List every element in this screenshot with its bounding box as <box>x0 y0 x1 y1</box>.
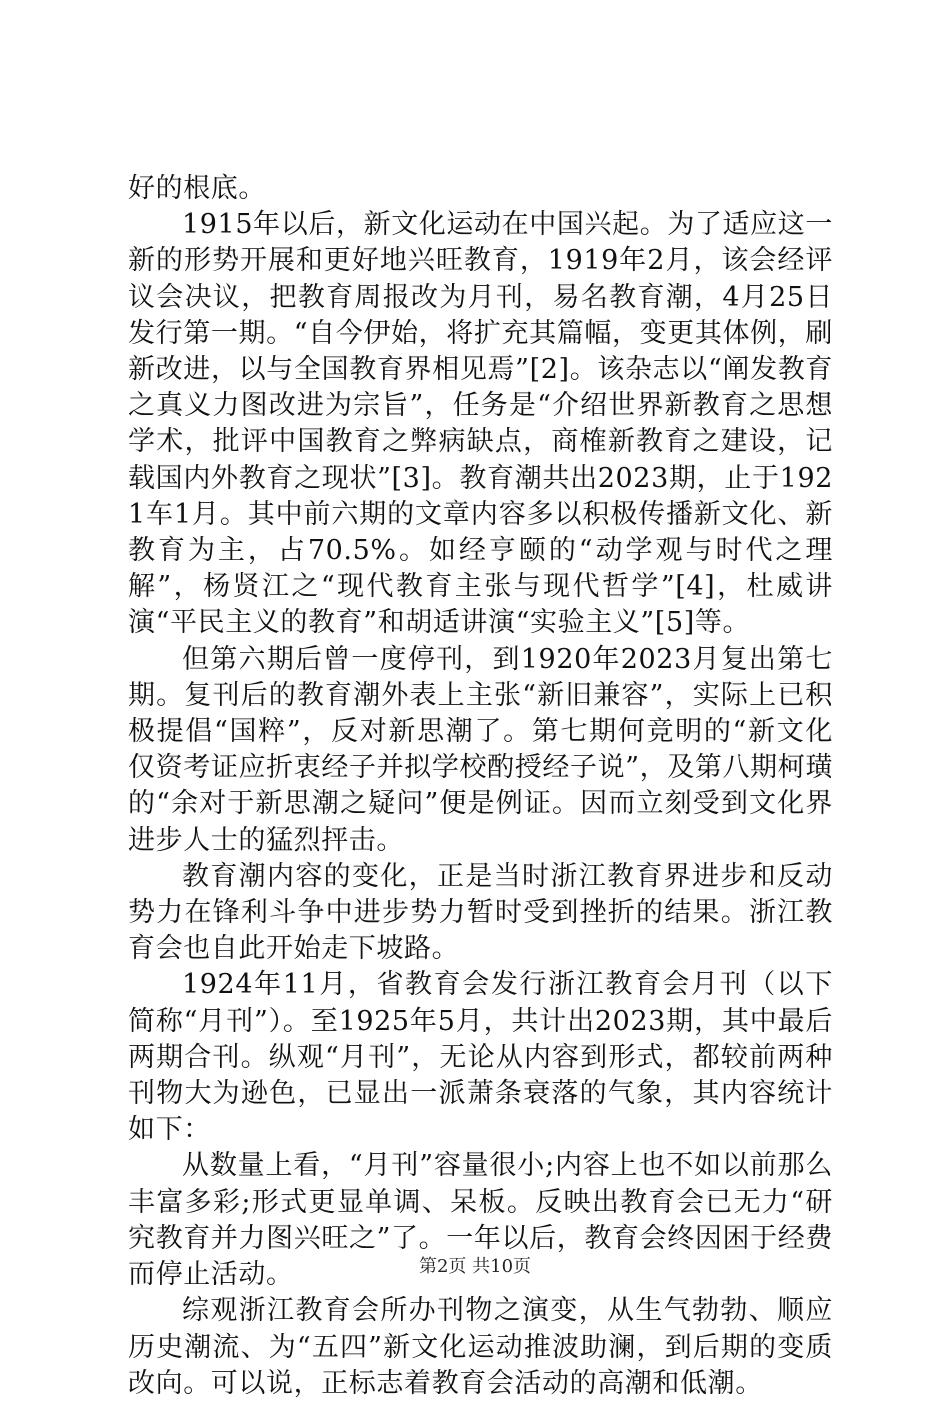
paragraph-5: 1924年11月，省教育会发行浙江教育会月刊（以下简称“月刊”）。至1925年5月，共计出2023期，其中最后两期合刊。纵观“月刊”，无论从内容到形式，都较前两种刊物大为逊色，已显出一派萧条衰落的气象，其内容统计如下： <box>128 969 833 1146</box>
paragraph-7: 综观浙江教育会所办刊物之演变，从生气勃勃、顺应历史潮流、为“五四”新文化运动推波助澜，到后期的变质改向。可以说，正标志着教育会活动的高潮和低潮。 <box>128 1295 833 1399</box>
paragraph-1: 好的根底。 <box>128 173 266 204</box>
paragraph-2: 1915年以后，新文化运动在中国兴起。为了适应这一新的形势开展和更好地兴旺教育，1919年2月，该会经评议会决议，把教育周报改为月刊，易名教育潮，4月25日发行第一期。“自今伊始，将扩充其篇幅，变更其体例，刷新改进，以与全国教育界相见焉”[2]。该杂志以“阐发教育之真义力图改进为宗旨”，任务是“介绍世界新教育之思想学术，批评中国教育之弊病缺点，商榷新教育之建设，记载国内外教育之现状”[3]。教育潮共出2023期，止于1921车1月。其中前六期的文章内容多以积极传播新文化、新教育为主，占70.5%。如经亨颐的“动学观与时代之理解”，杨贤江之“现代教育主张与现代哲学”[4]，杜威讲演“平民主义的教育”和胡适讲演“实验主义”[5]等。 <box>128 209 833 639</box>
paragraph-6: 从数量上看，“月刊”容量很小;内容上也不如以前那么丰富多彩;形式更显单调、呆板。反映出教育会已无力“研究教育并力图兴旺之”了。一年以后，教育会终因困于经费而停止活动。 <box>128 1150 833 1291</box>
document-body <box>128 171 833 1402</box>
page-number-footer: 第2页 共10页 <box>418 1256 532 1277</box>
paragraph-3: 但第六期后曾一度停刊，到1920年2023月复出第七期。复刊后的教育潮外表上主张“新旧兼容”，实际上已积极提倡“国粹”，反对新思潮了。第七期何竞明的“新文化仅资考证应折衷经子并拟学校酌授经子说”，及第八期柯璜的“余对于新思潮之疑问”便是例证。因而立刻受到文化界进步人士的猛烈抨击。 <box>128 643 833 856</box>
paragraph-4: 教育潮内容的变化，正是当时浙江教育界进步和反动势力在锋利斗争中进步势力暂时受到挫折的结果。浙江教育会也自此开始走下坡路。 <box>128 860 833 965</box>
